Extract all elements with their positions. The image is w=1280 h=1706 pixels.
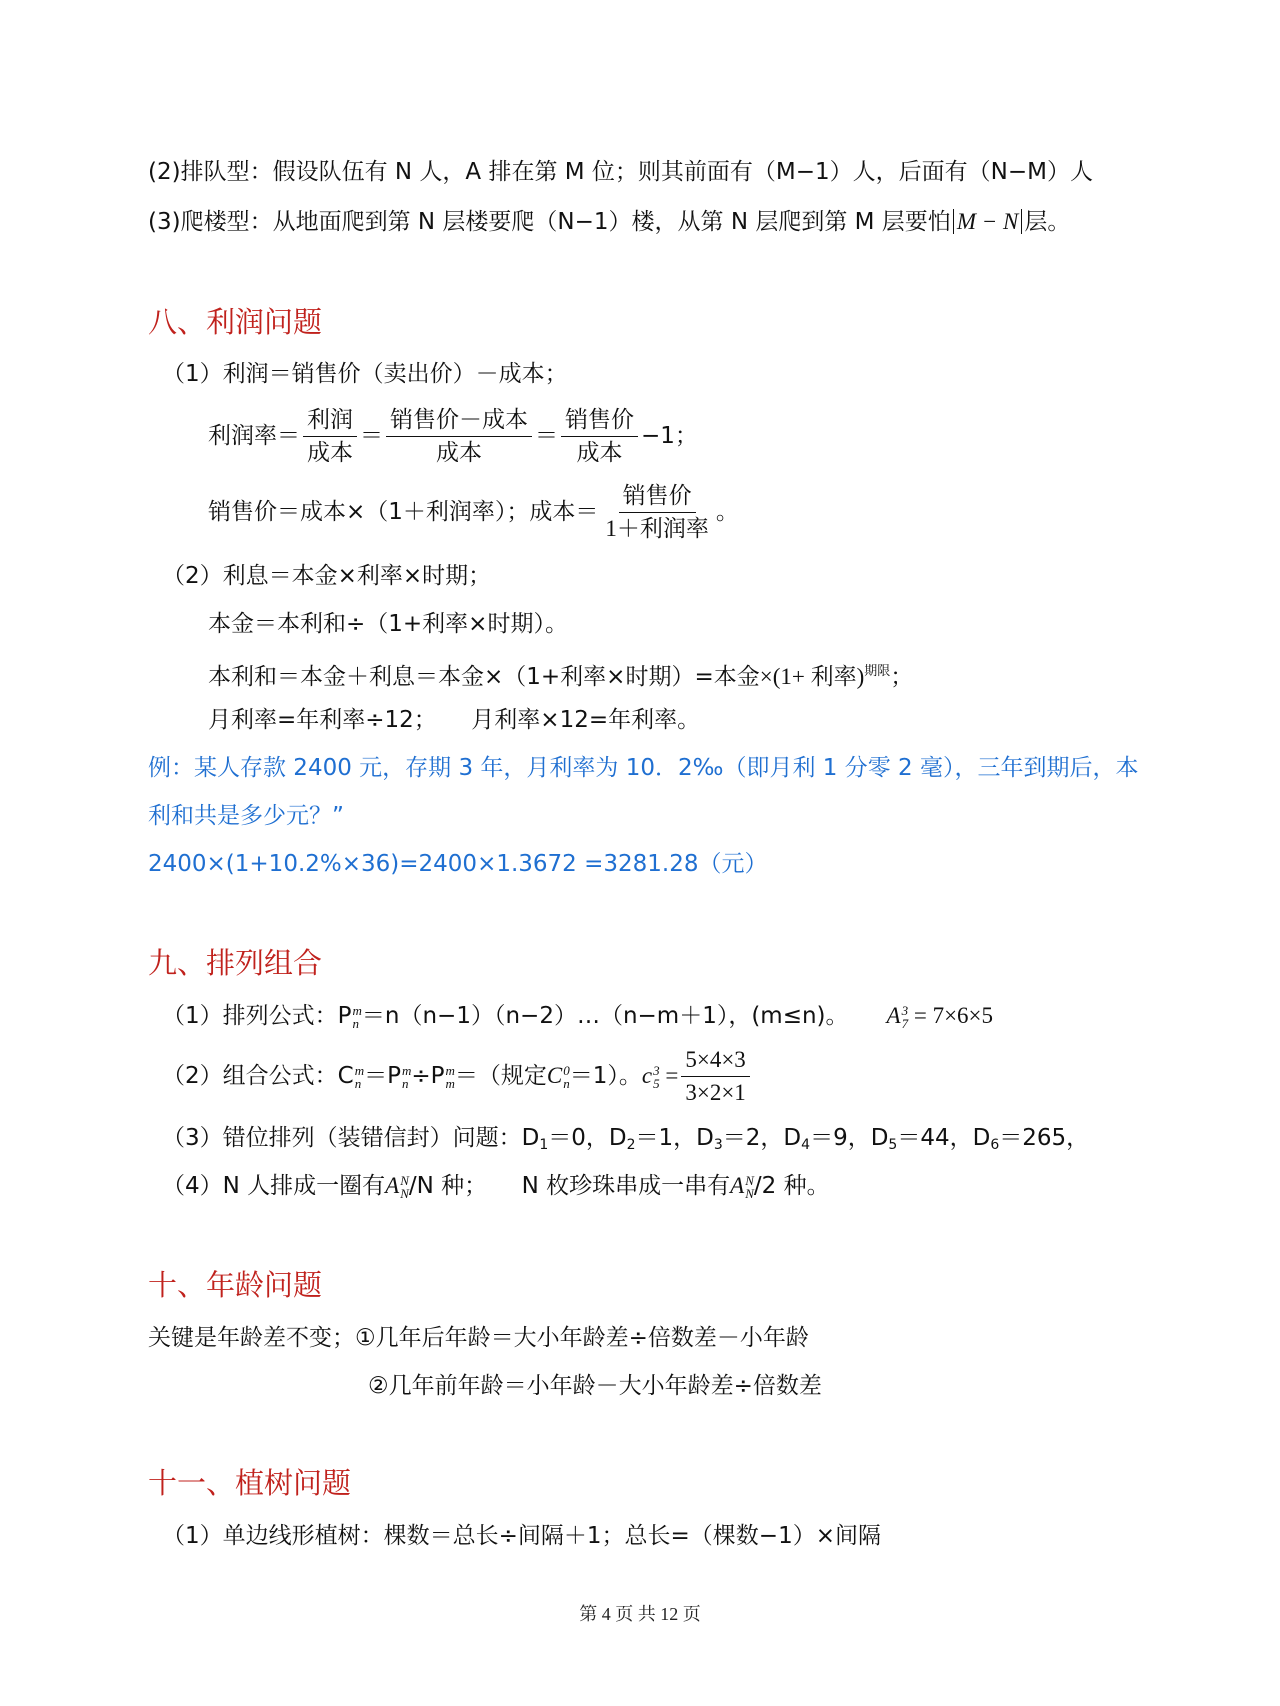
total-formula-expr: 本金×(1+ 利率): [713, 664, 865, 689]
index-sup: m: [354, 1062, 365, 1078]
fraction-denominator: 3×2×1: [685, 1080, 746, 1105]
example-question-2: 利和共是多少元？”: [148, 803, 344, 829]
combination-example-c: c: [641, 1063, 653, 1088]
index-sup: 0: [563, 1062, 570, 1078]
permutation-expansion: ＝n（n−1）（n−2）…（n−m＋1），(m≤n)。: [361, 1003, 849, 1029]
combination-p: ＝P: [364, 1063, 401, 1089]
subscript: 4: [801, 1137, 811, 1153]
index-sub: n: [401, 1075, 409, 1091]
section-10-heading: 十、年龄问题: [148, 1268, 323, 1302]
subscript: 1: [539, 1137, 549, 1153]
combination-example-eq: =: [659, 1063, 679, 1088]
combination-label: （2）组合公式：C: [162, 1063, 354, 1089]
combination-formula: [162, 1044, 753, 1108]
pearl-label: /N 种； N 枚珍珠串成一串有: [408, 1173, 731, 1199]
circle-arrangement-line: [162, 1170, 830, 1202]
index-sub: N: [745, 1185, 754, 1201]
fraction-numerator: 销售价: [561, 406, 638, 437]
index-sub: n: [563, 1075, 570, 1091]
circle-label: （4）N 人排成一圈有: [162, 1173, 386, 1199]
derangement-value: ＝44，D: [897, 1125, 991, 1151]
interest-definition: （2）利息＝本金×利率×时期；: [162, 563, 492, 589]
total-end: ；: [890, 664, 914, 690]
equals-sign: ＝: [535, 423, 558, 449]
profit-rate-formula: [208, 404, 698, 468]
page-footer: 第 4 页 共 12 页: [579, 1604, 701, 1624]
fraction-price-minus-cost: [386, 406, 532, 467]
index-sup: m: [445, 1062, 455, 1078]
total-formula: [208, 656, 913, 693]
combination-p2-indices: [446, 1064, 455, 1090]
principal-formula: 本金＝本利和÷（1+利率×时期）。: [208, 611, 568, 637]
stairs-text: (3)爬楼型：从地面爬到第 N 层楼要爬（N−1）楼，从第 N 层爬到第 M 层要怕: [148, 209, 951, 235]
index-sup: 3: [901, 1002, 909, 1018]
age-line-2: ②几年前年龄＝小年龄－大小年龄差÷倍数差: [368, 1373, 822, 1399]
combination-rule-c: C: [546, 1063, 563, 1088]
example-answer: 2400×(1+10.2%×36)=2400×1.3672 =3281.28（元）: [148, 851, 768, 877]
price-formula: [208, 480, 739, 544]
circle-A: A: [385, 1173, 400, 1198]
fraction-profit-over-cost: [303, 406, 357, 467]
index-sup: N: [400, 1172, 409, 1188]
stairs-end: 层。: [1024, 209, 1071, 235]
pearl-indices: [745, 1174, 754, 1200]
subscript: 6: [990, 1137, 1000, 1153]
pearl-A: A: [730, 1173, 745, 1198]
section-11-heading: 十一、植树问题: [148, 1466, 352, 1500]
price-end: 。: [715, 499, 739, 525]
index-sub: m: [445, 1075, 455, 1091]
derangement-label: （3）错位排列（装错信封）问题：D: [162, 1125, 540, 1151]
fraction-numerator: 销售价: [619, 482, 696, 513]
combination-indices: [355, 1064, 364, 1090]
subscript: 5: [888, 1137, 898, 1153]
combination-rule-end: ＝1）。: [569, 1063, 642, 1089]
total-formula-exponent: 期限: [864, 664, 891, 679]
index-sub: 5: [653, 1075, 660, 1091]
total-text: 本利和＝本金＋利息＝本金×（1+利率×时期）=: [208, 664, 714, 690]
tree-planting-line: （1）单边线形植树：棵数＝总长÷间隔＋1；总长=（棵数−1）×间隔: [162, 1523, 881, 1549]
index-sup: m: [401, 1062, 412, 1078]
derangement-value: ＝1，D: [635, 1125, 714, 1151]
example-question-1: 例：某人存款 2400 元，存期 3 年，月利率为 10．2‰（即月利 1 分零 2 毫），三年到期后，本: [148, 755, 1139, 781]
index-sub: n: [354, 1075, 362, 1091]
fraction-numerator: 销售价－成本: [386, 406, 532, 437]
index-sub: 7: [901, 1015, 909, 1031]
derangement-value: ＝2，D: [722, 1125, 802, 1151]
fraction-price-over-rate: [601, 482, 713, 543]
permutation-example-value: = 7×6×5: [908, 1003, 994, 1028]
pearl-end: /2 种。: [753, 1173, 830, 1199]
combination-p-indices: [402, 1064, 411, 1090]
fraction-numerator: 利润: [303, 406, 357, 437]
index-sup: 3: [653, 1062, 660, 1078]
section-9-heading: 九、排列组合: [148, 946, 323, 980]
fraction-denominator: 成本: [307, 440, 353, 465]
fraction-denominator: 1＋利润率: [605, 516, 709, 541]
permutation-formula: [162, 1000, 993, 1032]
permutation-label: （1）排列公式：P: [162, 1003, 352, 1029]
price-text: 销售价＝成本×（1＋利润率）；成本＝: [208, 499, 599, 525]
combination-example-fraction: [681, 1046, 749, 1107]
monthly-rate-line: 月利率=年利率÷12； 月利率×12=年利率。: [208, 707, 701, 733]
permutation-example-A: A: [886, 1003, 901, 1028]
profit-definition: （1）利润＝销售价（卖出价）－成本；: [162, 361, 568, 387]
fraction-price-over-cost: [561, 406, 638, 467]
index-sub: N: [400, 1185, 409, 1201]
subscript: 2: [626, 1137, 636, 1153]
derangement-value: ＝0，D: [548, 1125, 627, 1151]
section-8-heading: 八、利润问题: [148, 305, 323, 339]
equals-sign: ＝: [360, 423, 383, 449]
age-line-1: 关键是年龄差不变；①几年后年龄＝大小年龄差÷倍数差－小年龄: [148, 1325, 809, 1351]
combination-divide-p: ÷P: [411, 1063, 445, 1089]
subscript: 3: [713, 1137, 723, 1153]
derangement-value: ＝265，: [999, 1125, 1090, 1151]
profit-rate-label: 利润率＝: [208, 423, 300, 449]
combination-rule-label: ＝（规定: [454, 1063, 547, 1089]
index-sup: m: [352, 1002, 362, 1018]
index-sub: n: [352, 1015, 360, 1031]
stairs-line: [148, 206, 1070, 238]
derangement-value: ＝9，D: [810, 1125, 889, 1151]
index-sup: N: [745, 1172, 754, 1188]
fraction-denominator: 成本: [576, 440, 623, 465]
fraction-denominator: 成本: [436, 440, 482, 465]
queue-line: (2)排队型：假设队伍有 N 人，A 排在第 M 位；则其前面有（M−1）人，后面有（N−M）人: [148, 159, 1093, 185]
fraction-numerator: 5×4×3: [681, 1046, 749, 1077]
circle-indices: [400, 1174, 409, 1200]
stairs-abs-expr: M − N: [953, 209, 1023, 234]
permutation-indices: [353, 1004, 362, 1030]
derangement-line: [162, 1122, 1089, 1161]
profit-rate-end: −1；: [641, 423, 698, 449]
